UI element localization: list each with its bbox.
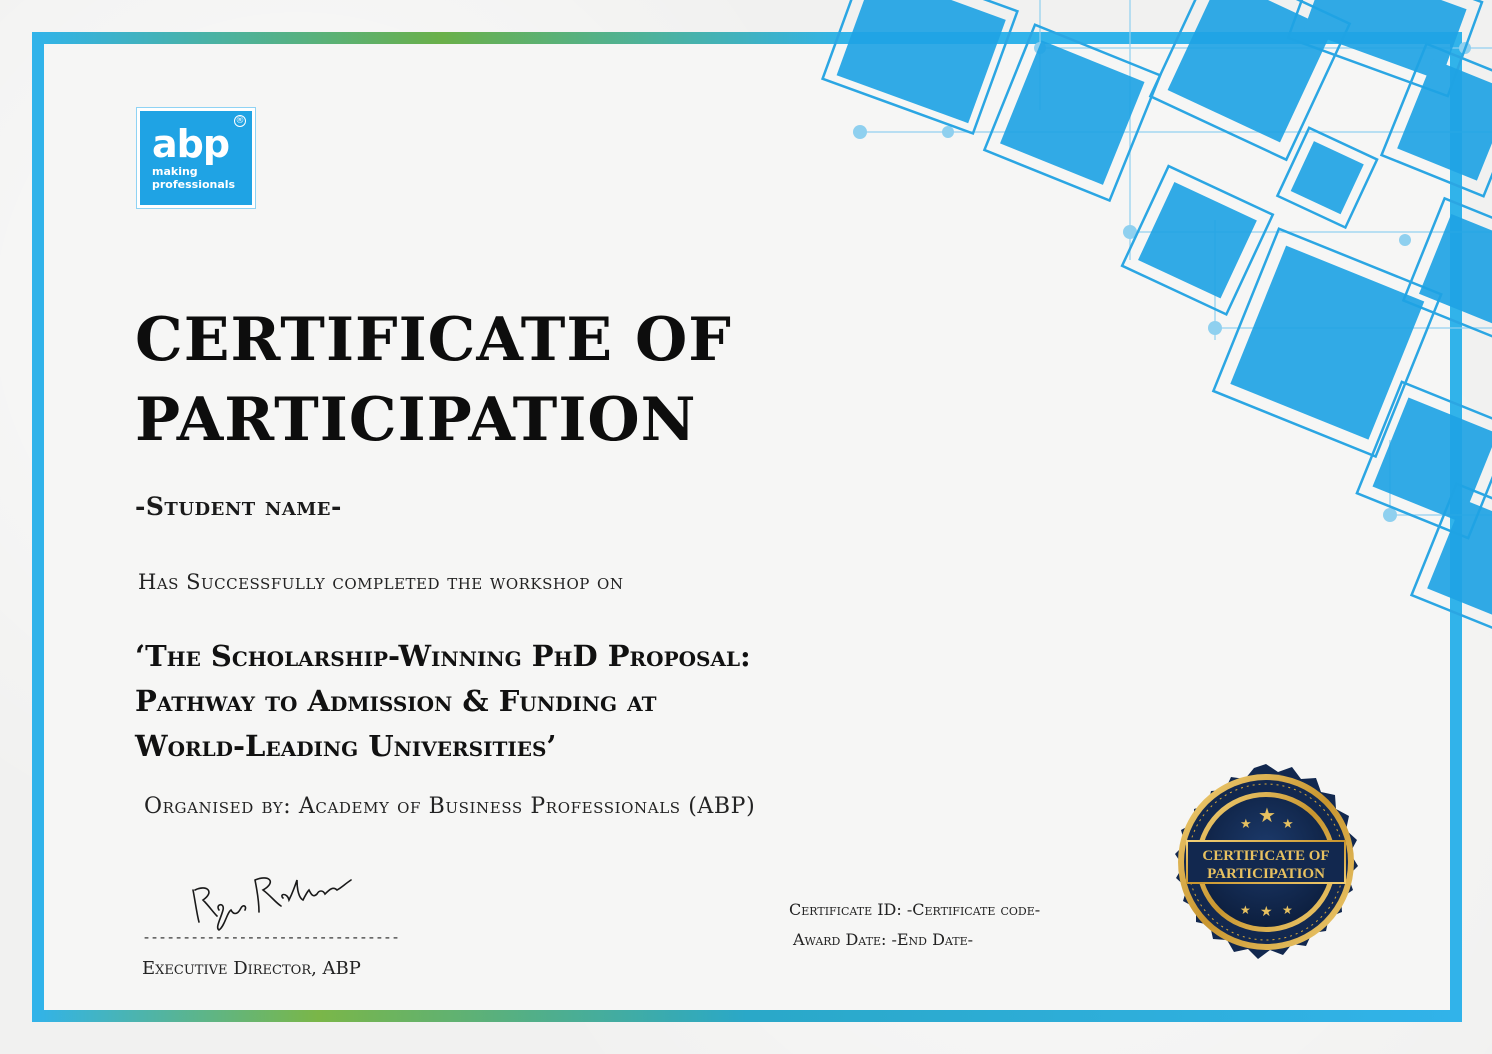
logo-tagline-line2: professionals (152, 178, 236, 191)
workshop-title-line1: ‘The Scholarship-Winning PhD Proposal: (135, 639, 751, 673)
certificate-title (135, 300, 835, 460)
certificate-id: Certificate ID: -Certificate code- (789, 900, 1041, 919)
signer-title: Executive Director, ABP (142, 958, 361, 979)
signature-line: -------------------------------- (142, 928, 399, 946)
certificate-title-line1: CERTIFICATE OF (135, 305, 732, 375)
seal-star-icon: ★ (1240, 817, 1252, 832)
completion-statement: Has Successfully completed the workshop on (138, 570, 624, 594)
seal-star-icon: ★ (1282, 903, 1293, 917)
award-date: Award Date: -End Date- (793, 930, 974, 949)
seal-text-line2: PARTICIPATION (1207, 866, 1325, 882)
registered-mark: ® (235, 116, 245, 126)
border-top-accent (32, 32, 852, 44)
logo-wordmark: abp (152, 122, 230, 166)
seal-star-icon: ★ (1282, 817, 1294, 832)
seal-star-icon: ★ (1258, 803, 1276, 827)
student-name: -Student name- (135, 492, 342, 521)
participation-seal (1158, 754, 1374, 970)
certificate-title-line2: PARTICIPATION (135, 385, 697, 455)
workshop-title (135, 634, 1035, 769)
handwritten-signature (185, 860, 355, 935)
abp-logo (137, 108, 255, 208)
workshop-title-line3: World-Leading Universities’ (135, 729, 557, 763)
border-bottom-accent (32, 1010, 1462, 1022)
seal-text-line1: CERTIFICATE OF (1202, 848, 1330, 864)
seal-star-icon: ★ (1240, 903, 1251, 917)
logo-tagline-line1: making (152, 165, 198, 178)
seal-star-icon: ★ (1260, 904, 1273, 920)
logo-tagline (152, 165, 235, 191)
workshop-title-line2: Pathway to Admission & Funding at (135, 684, 657, 718)
organiser-statement: Organised by: Academy of Business Professionals (ABP) (144, 794, 756, 819)
